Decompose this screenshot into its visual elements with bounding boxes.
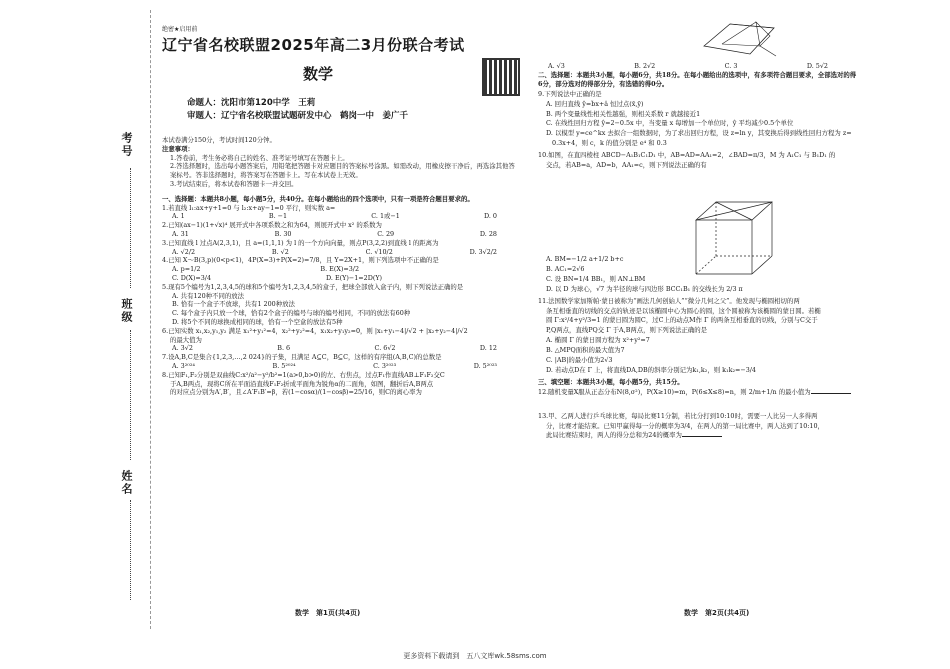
q6-options: [162, 344, 517, 353]
note-1: 1.答卷前，考生务必将自己的姓名、准考证号填写在答题卡上。: [170, 153, 349, 162]
q8-option: B. 2√2: [634, 62, 656, 70]
q1-option: A. 1: [172, 212, 185, 221]
prism-figure: [680, 198, 776, 278]
q12-space: [538, 398, 858, 412]
q3-stem: 3.已知直线 l 过点A(2,3,1)，且 a=(1,1,1) 为 l 的一个方向向量，则点P(3,2,2)到直线 l 的距离为: [162, 238, 439, 247]
q5-option-a: A. 共有120种不同的放法: [172, 291, 245, 300]
q9-option-b: B. 两个变量线性相关性越强，则相关系数 r 就越接近1: [546, 109, 701, 118]
q8-option: D. 5√2: [806, 62, 828, 70]
q8-option: A. √3: [548, 62, 565, 70]
q3-option: B. √2: [271, 247, 289, 256]
q3-option: D. 3√2/2: [469, 247, 497, 256]
q6-option: D. 12: [479, 344, 497, 353]
exam-number-label: 考号: [120, 132, 133, 158]
subject-title: 数学: [303, 65, 334, 83]
q7-option: B. 5²⁰²⁴: [272, 361, 296, 370]
q9-option-c: C. 在线性回归方程 ŷ=2−0.5x 中，当变量 x 每增加一个单位时，ŷ 平均减少0.5个单位: [546, 119, 794, 128]
q2-options: [162, 230, 517, 239]
note-3: 3.考试结束后，将本试卷和答题卡一并交回。: [170, 179, 298, 188]
section1-heading: 一、选择题：本题共8小题，每小题5分，共40分。在每小题给出的四个选项中，只有一项是符合题目要求的。: [162, 194, 474, 203]
q11-option-c: C. |AB|的最小值为2√3: [546, 356, 613, 365]
q6-stem-cont: 的最大值为: [170, 335, 202, 344]
q1-options: [162, 212, 517, 221]
q8-stem: 8.已知F₁,F₂分别是双曲线C:x²/a²−y²/b²=1(a>0,b>0)的左、右焦点，过点F₁作直线AB⊥F₁F₂交C: [162, 370, 445, 379]
q6-option: B. 6: [277, 344, 291, 353]
page1-footer: 数学 第1页(共4页): [295, 609, 361, 617]
notes-heading: 注意事项：: [162, 144, 194, 153]
q2-option: D. 28: [479, 229, 497, 238]
q4-option-a: A. p=1/2: [172, 265, 201, 274]
class-label: 班级: [120, 298, 133, 324]
q11-option-a: A. 椭圆 Γ 的蒙日圆方程为 x²+y²=7: [546, 336, 650, 345]
q2-stem: 2.已知(ax−1)(1+√x)⁴ 展开式中各项系数之和为64，则展开式中 x² 的系数为: [162, 221, 382, 230]
q4-options-ab: [162, 265, 517, 274]
q10-option-b: B. AC₁=2√6: [546, 264, 585, 273]
q11-line4: P,Q两点，直线PQ交 Γ 于A,B两点，则下列说法正确的是: [546, 326, 708, 335]
dihedral-figure: [700, 16, 780, 60]
score-note: 本试卷满分150分，考试时间120分钟。: [162, 136, 276, 144]
q4-option-c: C. D(X)=3/4: [172, 273, 212, 282]
q1-option: C. 1或−1: [371, 212, 400, 221]
q4-options-cd: [162, 274, 517, 283]
note-2: 2.答选择题时，选出每小题答案后，用铅笔把答题卡对应题目的答案标号涂黑。如需改动，用橡皮擦干净后，再选涂其他答案标号。答非选择题时，将答案写在答题卡上。写在本试卷上无效。: [170, 162, 515, 180]
q8-options: [538, 62, 858, 71]
q3-option: C. √10/2: [365, 247, 393, 256]
q5-option-d: D. 将5个不同的球换成相同的球，恰有一个空盒的放法有5种: [172, 317, 343, 326]
page2-footer: 数学 第2页(共4页): [684, 609, 750, 617]
q12-blank: [811, 393, 851, 394]
q5-option-b: B. 恰有一个盒子不放球，共有1 200种放法: [172, 300, 295, 309]
cut-line: [150, 10, 151, 629]
page1-body: [162, 136, 517, 397]
q10-option-a: A. BM=−1/2 a+1/2 b+c: [546, 254, 624, 263]
q11-option-b: B. △MPQ面积的最大值为7: [546, 346, 625, 355]
exam-number-line: [130, 168, 131, 288]
q11-line3: 圆 Γ:x²/4+y²/3=1 的蒙日圆为圆C，过C上的动点M作 Γ 的两条互相垂直的切线，分别与C交于: [546, 316, 818, 325]
name-label: 姓名: [120, 470, 133, 496]
q10-stem: 10.如图，在直四棱柱 ABCD−A₁B₁C₁D₁ 中，AB=AD=AA₁=2，∠BAD=π/3，M 为 A₁C₁ 与 B₁D₁ 的: [538, 151, 836, 160]
q11-line2: 条互相垂直的切线的交点的轨迹是以该椭圆中心为圆心的圆，这个圆被称为该椭圆的蒙日圆。若椭: [546, 306, 821, 315]
name-line: [130, 500, 131, 600]
q12-stem: [538, 388, 858, 397]
q2-option: A. 31: [172, 229, 189, 238]
q4-option-d: D. E(Y)−1=2D(Y): [326, 273, 383, 282]
q4-option-b: B. E(X)=3/2: [320, 265, 360, 274]
q1-option: B. −1: [268, 212, 288, 221]
q13-line2: 分，比赛才能结束。已知甲赢得每一分的概率为3/4，在两人的第一局比赛中，两人达到了10:10，: [546, 421, 824, 430]
q13-line3: [538, 431, 858, 440]
exam-title: 辽宁省名校联盟2025年高二3月份联合考试: [162, 36, 465, 54]
q8-stem-cont: 于A,B两点，现将C所在平面沿直线F₁F₂折成平面角为锐角α的二面角，如图，翻折后A,B两点: [170, 379, 434, 388]
q12-text: 12.随机变量X服从正态分布N(8,σ²)，P(X≥10)=m，P(6≤X≤8)=n，则 2/m+1/n 的最小值为: [538, 387, 811, 396]
q6-option: C. 6√2: [374, 344, 396, 353]
q8-option: C. 3: [724, 62, 738, 70]
secret-mark: 绝密★启用前: [162, 26, 198, 33]
q7-stem: 7.设A,B,C是集合{1,2,3,…,2 024}的子集，且满足 A⊆C，B⊆C，这样的有序组(A,B,C)的总数是: [162, 353, 442, 362]
q10-stem-cont: 交点，若AB=a，AD=b，AA₁=c，则下列说法正确的有: [546, 161, 707, 170]
q13-line1: 13.甲、乙两人进行乒乓球比赛，每局比赛11分制，若比分打到10:10时，需要一人比另一人多得两: [538, 411, 818, 420]
q7-option: C. 3²⁰²³: [373, 361, 397, 370]
q3-option: A. √2/2: [172, 247, 196, 256]
class-line: [130, 330, 131, 460]
q13-blank: [682, 436, 722, 437]
q9-stem: 9.下列说法中正确的是: [538, 89, 602, 98]
section2-heading: 二、选择题：本题共3小题，每小题6分，共18分。在每小题给出的选项中，有多项符合题目要求，全部选对的得6分，部分选对的得部分分，有选错的得0分。: [538, 70, 857, 88]
q7-option: D. 5²⁰²³: [473, 361, 497, 370]
q2-option: C. 29: [377, 229, 395, 238]
q4-stem: 4.已知 X～B(3,p)(0<p<1)，4P(X=3)+P(X=2)=7/8，且 Y=2X+1，则下列选项中不正确的是: [162, 256, 439, 265]
q11-option-d: D. 若动点D在 Γ 上，将直线DA,DB的斜率分别记为k₁,k₂，则 k₁k₂=−3/4: [546, 365, 756, 374]
q11-line1: 11.法国数学家加斯帕·蒙日被称为“画法几何创始人”“微分几何之父”。他发现与椭圆相切的两: [538, 296, 800, 305]
author-line: 命题人：沈阳市第120中学 王莉: [187, 98, 316, 108]
q6-stem: 6.已知实数 x₁,x₂,y₁,y₂ 满足 x₁²+y₁²=4，x₂²+y₂²=4，x₁x₂+y₁y₂=0，则 |x₁+y₁−4|/√2 + |x₂+y₂−4|/√2: [162, 326, 468, 335]
q5-stem: 5.现有5个编号为1,2,3,4,5的球和5个编号为1,2,3,4,5的盒子，把球全部放入盒子内，则下列说法正确的是: [162, 282, 464, 291]
q2-option: B. 30: [274, 229, 292, 238]
q1-stem: 1.若直线 l₁:ax+y+1=0 与 l₂:x+ay−1=0 平行，则实数 a=: [162, 203, 336, 212]
section3-heading: 三、填空题：本题共3小题，每小题5分，共15分。: [538, 377, 684, 386]
q10-option-c: C. 设 BN=1/4 BB₁，则 AN⊥BM: [546, 274, 646, 283]
binding-strip: [0, 0, 150, 669]
q1-option: D. 0: [483, 212, 497, 221]
q10-option-d: D. 以 D 为球心，√7 为半径的球与四边形 BCC₁B₁ 的交线长为 2/3 π: [546, 284, 743, 293]
q5-option-c: C. 每个盒子内只放一个球，恰有2个盒子的编号与球的编号相同，不同的放法有60种: [172, 309, 411, 318]
q9-option-a: A. 回归直线 ŷ=b̂x+â 恒过点(x̄,ȳ): [546, 99, 644, 108]
q9-option-d: D. 以模型 y=ce^kx 去拟合一组数据时，为了求出回归方程，设 z=ln y，其变换后得到线性回归方程为 z=: [546, 129, 852, 138]
q9-option-d-cont: 0.3x+4，则 c，k 的值分别是 e⁴ 和 0.3: [552, 139, 667, 148]
reviewer-line: 审题人：辽宁省名校联盟试题研发中心 鹤岗一中 姜广千: [187, 111, 409, 121]
q8-stem-cont2: 的对应点分别为A′,B′，且∠A′F₁B′=β，若(1−cosα)/(1−cosβ)=25/16，则C的离心率为: [170, 388, 422, 397]
q13-text: 此局比赛结束时，两人的得分总和为24的概率为: [546, 431, 682, 440]
q7-options: [162, 362, 517, 371]
q6-option: A. 3√2: [172, 344, 193, 353]
qr-code: [482, 58, 520, 96]
download-note: 更多资料下载请到 五八文库wk.58sms.com: [403, 652, 547, 660]
q7-option: A. 3²⁰²⁴: [172, 361, 195, 370]
